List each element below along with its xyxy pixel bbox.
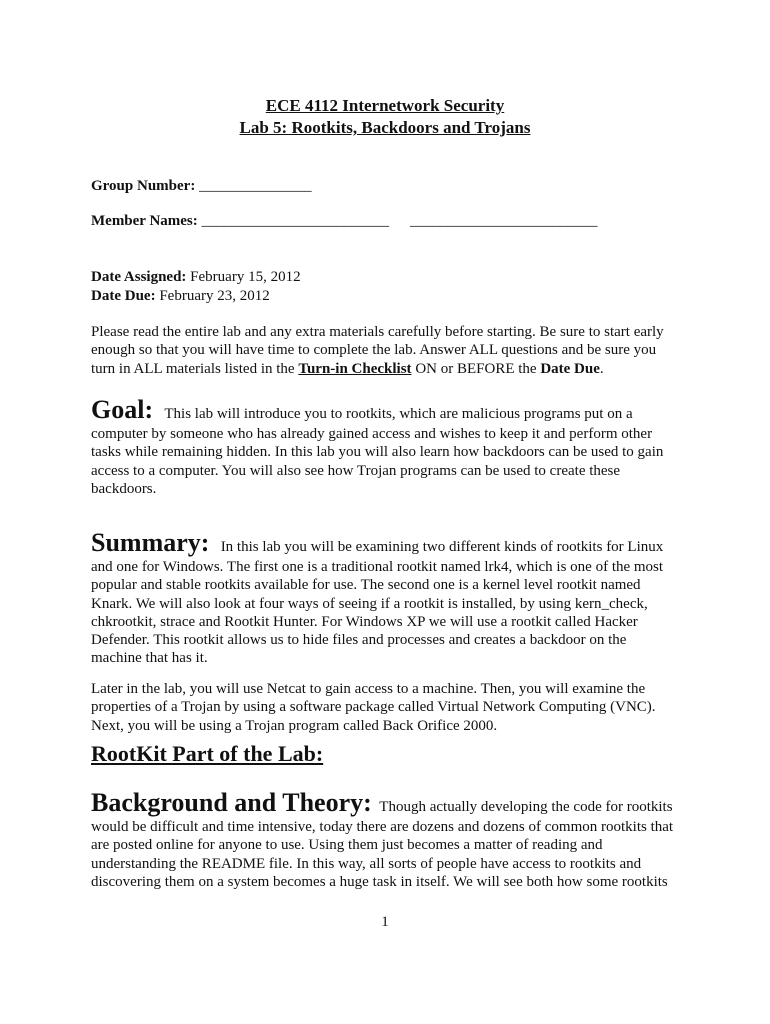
rootkit-section-heading: RootKit Part of the Lab: [91,741,324,766]
summary-line: properties of a Trojan by using a software package called Virtual Network Computing (VNC). [91,699,656,716]
turn-in-checklist-link: Turn-in Checklist [298,360,412,377]
background-heading: Background and Theory: [91,788,372,817]
background-section [91,788,696,891]
date-due-ref: Date Due [540,360,600,377]
summary-section [91,528,696,668]
summary-line: Next, you will be using a Trojan program called Back Orifice 2000. [91,717,498,734]
group-number-field [91,178,312,195]
group-number-label: Group Number: [91,178,196,194]
goal-line: access to a computer. You will also see how Trojan programs can be used to create these [91,462,621,479]
date-due [91,288,270,305]
summary-line: chkrootkit, strace and Rootkit Hunter. For Windows XP we will use a rootkit called Hacker [91,613,638,630]
intro-line: Please read the entire lab and any extra materials carefully before starting. Be sure to start early [91,324,664,340]
lab-title: Lab 5: Rootkits, Backdoors and Trojans [239,118,531,137]
date-assigned-value: February 15, 2012 [190,269,301,285]
goal-section [91,395,696,498]
summary-line: Defender. This rootkit allows us to hide files and processes and creates a backdoor on the [91,632,627,649]
background-line: understanding the README file. In this way, all sorts of people have access to rootkits and [91,855,642,872]
date-due-label: Date Due: [91,288,156,304]
intro-line: enough so that you will have time to complete the lab. Answer ALL questions and be sure you [91,342,657,359]
background-first-line: Background and Theory: Though actually developing the code for rootkits [91,788,673,817]
member-names-blank-2: _________________________ [410,213,598,229]
member-names-field [91,213,389,230]
date-assigned [91,269,301,286]
goal-line: backdoors. [91,480,157,497]
page-number: 1 [381,914,389,930]
goal-first-line: Goal: This lab will introduce you to rootkits, which are malicious programs put on a [91,395,633,424]
summary-paragraph-2 [91,680,696,735]
background-line: would be difficult and time intensive, today there are dozens and dozens of common rootkits that [91,819,674,835]
intro-line: turn in ALL materials listed in the Turn-in Checklist ON or BEFORE the Date Due. [91,360,604,377]
goal-line: computer by someone who has already gained access and wishes to keep it and perform other [91,426,653,442]
summary-first-line: Summary: In this lab you will be examining two different kinds of rootkits for Linux [91,528,664,557]
group-number-blank: _______________ [199,178,312,194]
summary-line: popular and stable rootkits available for use. The second one is a kernel level rootkit named [91,577,641,594]
member-names-label: Member Names: [91,213,198,229]
course-title: ECE 4112 Internetwork Security [265,96,505,115]
summary-line: Later in the lab, you will use Netcat to gain access to a machine. Then, you will examine the [91,681,646,697]
intro-paragraph [91,323,696,378]
background-line: discovering them on a system becomes a huge task in itself. We will see both how some rootkits [91,873,668,890]
summary-line: machine that has it. [91,650,208,667]
date-due-value: February 23, 2012 [159,288,270,304]
member-names-field-2 [410,213,598,230]
summary-line: and one for Windows. The first one is a traditional rootkit named lrk4, which is one of the most [91,559,664,575]
goal-line: tasks while remaining hidden. In this lab you will also learn how backdoors can be used to gain [91,444,664,461]
date-assigned-label: Date Assigned: [91,269,187,285]
goal-heading: Goal: [91,395,154,424]
background-line: are posted online for anyone to use. Using them just becomes a matter of reading and [91,837,603,854]
member-names-blank-1: _________________________ [201,213,390,229]
summary-heading: Summary: [91,528,210,557]
summary-line: Knark. We will also look at four ways of seeing if a rootkit is installed, by using kern_check, [91,595,648,612]
